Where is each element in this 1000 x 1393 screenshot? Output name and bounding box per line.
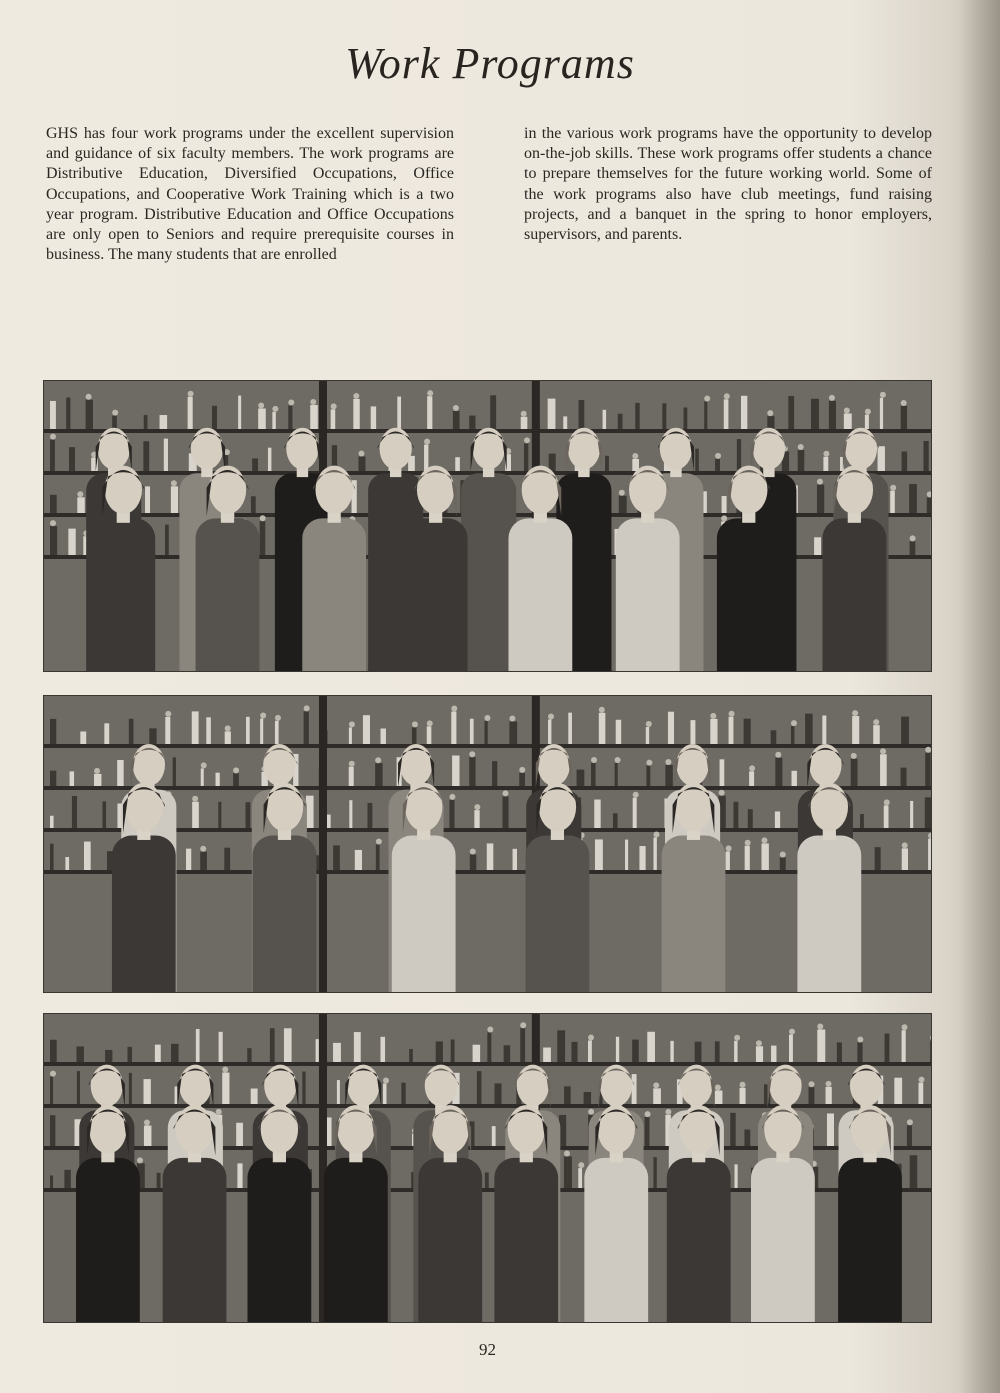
group-photo-2 <box>43 695 932 993</box>
group-photo-3 <box>43 1013 932 1323</box>
binding-shadow <box>960 0 1000 1393</box>
body-text-left-column: GHS has four work programs under the excellent supervision and guidance of six faculty members. The work programs are Distributive Education, Diversified Occupations, Office Occupations, and Cooperative Work Training which is a two year program. Distributive Education and Office Occupations are only open to Seniors and require prerequisite courses in business. The many students that are enrolled <box>46 125 454 264</box>
group-photo-1-image <box>44 381 931 671</box>
group-photo-3-image <box>44 1014 931 1322</box>
body-text-right-column: in the various work programs have the opportunity to develop on-the-job skills. These work programs offer students a chance to prepare themselves for the future working world. Some of the work programs also have club meetings, fund raising projects, and a banquet in the spring to honor employers, supervisors, and parents. <box>524 125 932 244</box>
page-number: 92 <box>479 1340 496 1359</box>
page-title: Work Programs <box>345 39 635 88</box>
group-photo-1 <box>43 380 932 672</box>
group-photo-2-image <box>44 696 931 992</box>
